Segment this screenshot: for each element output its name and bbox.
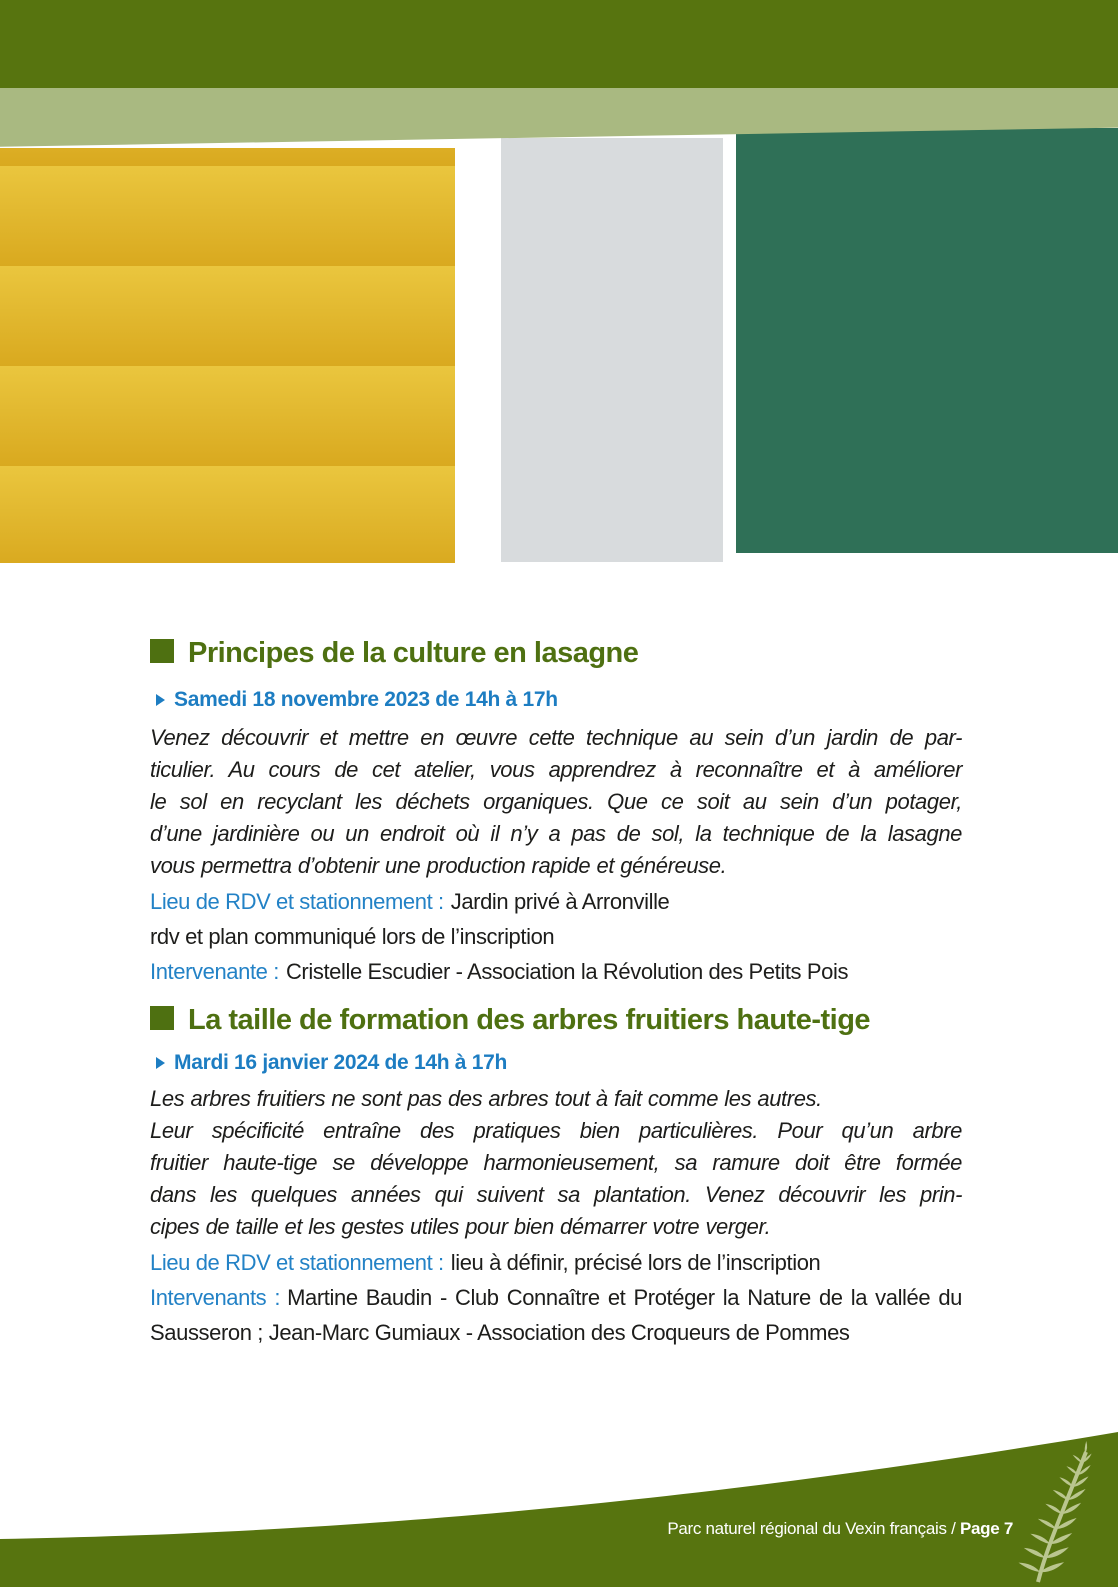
session-date-text: Samedi 18 novembre 2023 de 14h à 17h (174, 688, 558, 711)
description-line: ticulier. Au cours de cet atelier, vous apprendrez à reconnaître et à améliorer (150, 757, 962, 782)
info-label: Lieu de RDV et stationnement : (150, 1250, 444, 1275)
description-line: d’une jardinière ou un endroit où il n’y a pas de sol, la technique de la lasagne (150, 821, 962, 846)
description-line: Leur spécificité entraîne des pratiques bien particulières. Pour qu’un arbre (150, 1118, 962, 1143)
description-line: vous permettra d’obtenir une production rapide et généreuse. (150, 853, 727, 878)
info-value: Martine Baudin - Club Connaître et Protéger la Nature de la vallée du (287, 1285, 962, 1310)
info-label: Intervenants : (150, 1285, 281, 1310)
section-title-text: La taille de formation des arbres fruitiers haute-tige (188, 1004, 871, 1036)
footer-credit-text: Parc naturel régional du Vexin français / (667, 1519, 960, 1538)
arrow-bullet-icon (156, 1057, 165, 1069)
info-value: lieu à définir, précisé lors de l’inscription (450, 1250, 821, 1275)
session-date (156, 1051, 962, 1075)
footer-credit (667, 1519, 1013, 1539)
info-label: Intervenante : (150, 959, 279, 984)
description-line: le sol en recyclant les déchets organiques. Que ce soit au sein d’un potager, (150, 789, 962, 814)
info-line (150, 919, 962, 954)
photo-garden-group (0, 148, 455, 563)
workshop-section-taille (150, 1003, 962, 1350)
session-date (156, 688, 962, 712)
workshop-section-lasagne (150, 636, 962, 989)
info-value: Jardin privé à Arronville (450, 889, 670, 914)
info-line (150, 884, 962, 919)
info-line (150, 1315, 962, 1350)
description-line: Venez découvrir et mettre en œuvre cette technique au sein d’un jardin de par- (150, 725, 962, 750)
practical-info (150, 1245, 962, 1350)
practical-info (150, 884, 962, 989)
section-title (150, 636, 962, 670)
section-description (150, 722, 962, 882)
info-value: rdv et plan communiqué lors de l’inscription (150, 924, 555, 949)
section-description (150, 1083, 962, 1243)
square-bullet-icon (150, 1006, 174, 1030)
header-band-dark (0, 0, 1118, 88)
info-line (150, 954, 962, 989)
info-value: Sausseron ; Jean-Marc Gumiaux - Association des Croqueurs de Pommes (150, 1320, 850, 1345)
description-line: dans les quelques années qui suivent sa plantation. Venez découvrir les prin- (150, 1182, 962, 1207)
description-line: fruitier haute-tige se développe harmonieusement, sa ramure doit être formée (150, 1150, 962, 1175)
info-line (150, 1245, 962, 1280)
info-line (150, 1280, 962, 1315)
section-title (150, 1003, 962, 1037)
section-title-text: Principes de la culture en lasagne (188, 637, 639, 669)
footer-curve (0, 1380, 1118, 1587)
info-value: Cristelle Escudier - Association la Révolution des Petits Pois (285, 959, 849, 984)
arrow-bullet-icon (156, 694, 165, 706)
info-label: Lieu de RDV et stationnement : (150, 889, 444, 914)
description-line: cipes de taille et les gestes utiles pour bien démarrer votre verger. (150, 1214, 771, 1239)
description-line: Les arbres fruitiers ne sont pas des arbres tout à fait comme les autres. (150, 1086, 822, 1111)
photo-lasagna-beds (736, 128, 1118, 553)
photo-tree-pruning (501, 138, 723, 562)
page-content (150, 636, 962, 1350)
square-bullet-icon (150, 639, 174, 663)
session-date-text: Mardi 16 janvier 2024 de 14h à 17h (174, 1051, 507, 1074)
footer-page-number: Page 7 (959, 1519, 1013, 1538)
